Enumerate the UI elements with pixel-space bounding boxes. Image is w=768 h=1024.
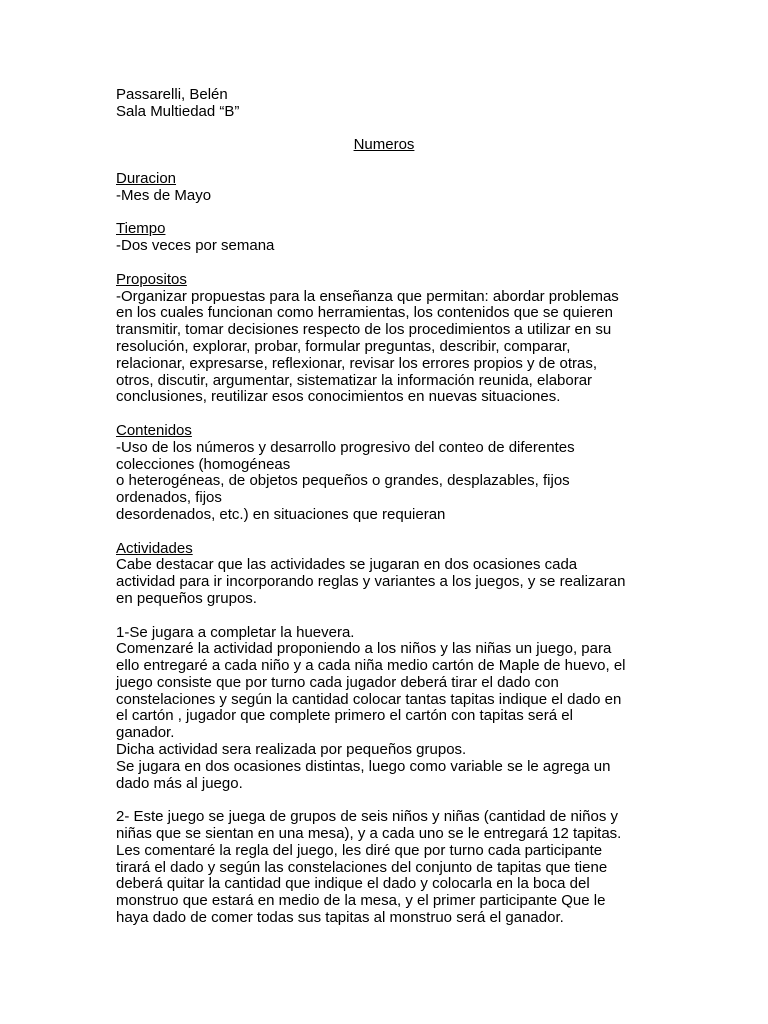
- spacer: [116, 121, 656, 138]
- section-heading-propositos: Propositos: [116, 270, 187, 288]
- propositos-line: en los cuales funcionan como herramientas, los contenidos que se quieren: [116, 304, 613, 322]
- spacer: [116, 406, 656, 423]
- activity1-line: constelaciones y según la cantidad colocar tantas tapitas indique el dado en: [116, 690, 622, 708]
- section-heading-tiempo: Tiempo: [116, 220, 166, 238]
- activity1-line: ganador.: [116, 724, 175, 742]
- spacer: [116, 154, 656, 171]
- duracion-text: -Mes de Mayo: [116, 186, 212, 204]
- activity1-line: Se jugara en dos ocasiones distintas, luego como variable se le agrega un: [116, 757, 611, 775]
- activity1-line: dado más al juego.: [116, 774, 243, 792]
- activity2-line: deberá quitar la cantidad que indique el dado y colocarla en la boca del: [116, 875, 590, 893]
- section-heading-contenidos: Contenidos: [116, 421, 192, 439]
- spacer: [116, 255, 656, 272]
- spacer: [116, 608, 656, 625]
- section-heading-actividades: Actividades: [116, 539, 193, 557]
- document-title: Numeros: [353, 136, 415, 154]
- activity1-line: juego consiste que por turno cada jugador deberá tirar el dado con: [116, 673, 559, 691]
- propositos-line: conclusiones, reutilizar esos conocimientos en nuevas situaciones.: [116, 388, 561, 406]
- author-name: Passarelli, Belén: [116, 86, 228, 103]
- activity2-line: monstruo que estará en medio de la mesa, y el primer participante Que le: [116, 892, 606, 910]
- activity2-line: 2- Este juego se juega de grupos de seis niños y niñas (cantidad de niños y: [116, 808, 618, 826]
- activity1-line: 1-Se jugara a completar la huevera.: [116, 623, 355, 641]
- activity2-line: haya dado de comer todas sus tapitas al monstruo será el ganador.: [116, 909, 564, 927]
- room-name: Sala Multiedad “B”: [116, 102, 240, 120]
- actividades-intro-line: en pequeños grupos.: [116, 589, 257, 607]
- activity1-line: Dicha actividad sera realizada por pequeños grupos.: [116, 741, 467, 759]
- contenidos-line: -Uso de los números y desarrollo progresivo del conteo de diferentes: [116, 438, 575, 456]
- activity2-line: tirará el dado y según las constelaciones del conjunto de tapitas que tiene: [116, 858, 608, 876]
- contenidos-line: desordenados, etc.) en situaciones que requieran: [116, 505, 446, 523]
- activity2-line: Les comentaré la regla del juego, les diré que por turno cada participante: [116, 841, 603, 859]
- actividades-intro-line: Cabe destacar que las actividades se jugaran en dos ocasiones cada: [116, 556, 578, 574]
- propositos-line: -Organizar propuestas para la enseñanza que permitan: abordar problemas: [116, 287, 619, 305]
- spacer: [116, 792, 656, 809]
- activity1-line: Comenzaré la actividad proponiendo a los niños y las niñas un juego, para: [116, 640, 612, 658]
- activity2-line: niñas que se sientan en una mesa), y a cada uno se le entregará 12 tapitas.: [116, 825, 622, 843]
- document-page: [116, 87, 656, 927]
- spacer: [116, 205, 656, 222]
- contenidos-line: o heterogéneas, de objetos pequeños o grandes, desplazables, fijos: [116, 472, 570, 490]
- propositos-line: relacionar, expresarse, reflexionar, revisar los errores propios y de otras,: [116, 354, 598, 372]
- actividades-intro-line: actividad para ir incorporando reglas y variantes a los juegos, y se realizaran: [116, 573, 626, 591]
- contenidos-line: colecciones (homogéneas: [116, 455, 291, 473]
- propositos-line: resolución, explorar, probar, formular preguntas, describir, comparar,: [116, 337, 571, 355]
- propositos-line: transmitir, tomar decisiones respecto de los procedimientos a utilizar en su: [116, 321, 612, 339]
- section-heading-duracion: Duracion: [116, 169, 177, 187]
- contenidos-line: ordenados, fijos: [116, 489, 222, 507]
- spacer: [116, 524, 656, 541]
- activity1-line: el cartón , jugador que complete primero el cartón con tapitas será el: [116, 707, 573, 725]
- tiempo-text: -Dos veces por semana: [116, 237, 275, 255]
- propositos-line: otros, discutir, argumentar, sistematizar la información reunida, elaborar: [116, 371, 593, 389]
- activity1-line: ello entregaré a cada niño y a cada niña medio cartón de Maple de huevo, el: [116, 657, 626, 675]
